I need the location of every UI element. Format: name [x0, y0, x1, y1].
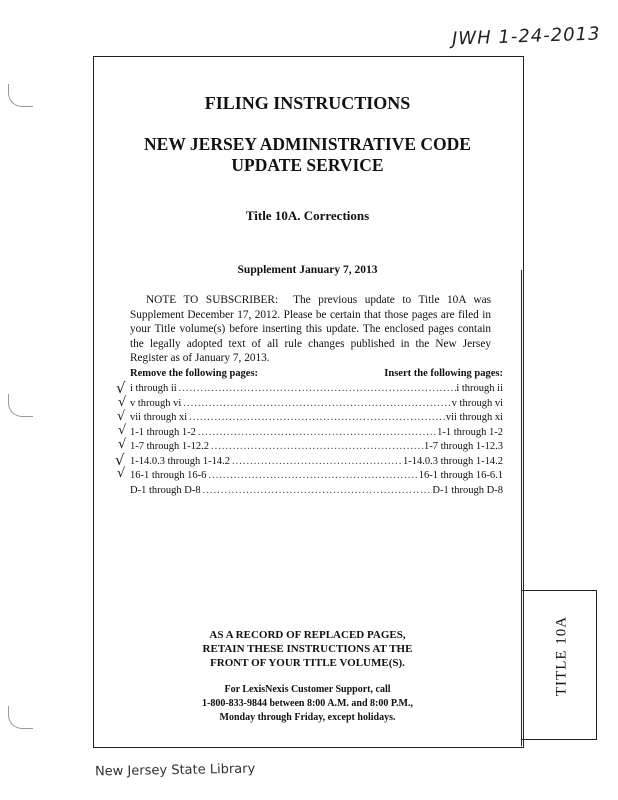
leader-dots — [196, 426, 437, 441]
support-phone: 1-800-833-9844 between 8:00 A.M. and 8:00 P.M., — [201, 698, 413, 709]
insert-pages: vii through xi — [445, 412, 503, 423]
check-mark: √ — [117, 409, 126, 424]
check-mark: √ — [118, 423, 127, 438]
binder-hole-mark — [8, 394, 33, 417]
handwritten-note: JWH 1-24-2013 — [451, 23, 601, 50]
leader-dots — [201, 484, 433, 499]
insert-pages: 1-14.0.3 through 1-14.2 — [402, 455, 503, 467]
page-row — [130, 440, 503, 455]
insert-pages: 16-1 through 16-6.1 — [418, 470, 503, 481]
remove-pages: 1-1 through 1-2 — [130, 426, 196, 438]
remove-pages: 1-7 through 1-12.2 — [130, 441, 210, 452]
record-line: AS A RECORD OF REPLACED PAGES, — [209, 629, 406, 641]
leader-dots — [230, 455, 403, 470]
library-stamp: New Jersey State Library — [94, 761, 256, 780]
code-title: NEW JERSEY ADMINISTRATIVE CODE — [144, 134, 471, 154]
remove-pages: D-1 through D-8 — [130, 484, 201, 496]
page-row — [130, 397, 503, 412]
remove-pages: i through ii — [130, 383, 177, 394]
page-row — [130, 426, 503, 441]
insert-pages: 1-1 through 1-2 — [437, 426, 503, 438]
support-hours: Monday through Friday, except holidays. — [219, 712, 396, 723]
record-line: RETAIN THESE INSTRUCTIONS AT THE — [202, 643, 413, 655]
check-mark: √ — [117, 466, 126, 481]
note-label: NOTE TO SUBSCRIBER: — [146, 294, 279, 306]
check-mark: √ — [115, 451, 125, 469]
spine-label: TITLE 10A — [553, 615, 570, 697]
record-line: FRONT OF YOUR TITLE VOLUME(S). — [210, 657, 405, 669]
page-title: FILING INSTRUCTIONS — [204, 93, 411, 113]
insert-pages: v through vi — [451, 397, 503, 409]
subject-title: Title 10A. Corrections — [245, 208, 370, 223]
insert-pages: D-1 through D-8 — [432, 484, 503, 496]
page-list — [130, 382, 503, 498]
support-line: For LexisNexis Customer Support, call — [224, 684, 391, 695]
check-mark: √ — [118, 395, 127, 410]
insert-pages: 1-7 through 1-12.3 — [423, 441, 503, 452]
note-to-subscriber — [130, 293, 491, 366]
customer-support — [93, 683, 522, 725]
page-row — [130, 455, 503, 470]
leader-dots — [187, 411, 446, 426]
note-text: The previous update to Title 10A was Supplement December 17, 2012. Please be certain that those pages are filed in your Title volume(s) before inserting this update. The enclosed pages contain the legally adopted text of all rule changes published in the New Jersey Register as of January 7, 2013. — [130, 294, 492, 364]
leader-dots — [209, 440, 424, 455]
page-row — [130, 469, 503, 484]
supplement-date: Supplement January 7, 2013 — [237, 264, 378, 276]
page-row — [130, 484, 503, 499]
leader-dots — [206, 469, 418, 484]
check-mark: √ — [116, 379, 126, 397]
leader-dots — [177, 382, 457, 397]
remove-pages: 16-1 through 16-6 — [130, 470, 207, 481]
insert-header: Insert the following pages: — [384, 368, 503, 379]
binder-hole-mark — [8, 84, 33, 107]
leader-dots — [181, 397, 451, 412]
remove-pages: vii through xi — [130, 412, 188, 423]
check-mark: √ — [118, 437, 127, 452]
remove-header: Remove the following pages: — [130, 368, 259, 379]
page-row — [130, 382, 503, 397]
code-subtitle: UPDATE SERVICE — [231, 155, 384, 175]
remove-pages: 1-14.0.3 through 1-14.2 — [130, 455, 231, 467]
record-notice — [93, 628, 522, 670]
remove-pages: v through vi — [130, 397, 182, 409]
binder-hole-mark — [8, 706, 33, 729]
insert-pages: i through ii — [456, 383, 503, 394]
page-row — [130, 411, 503, 426]
